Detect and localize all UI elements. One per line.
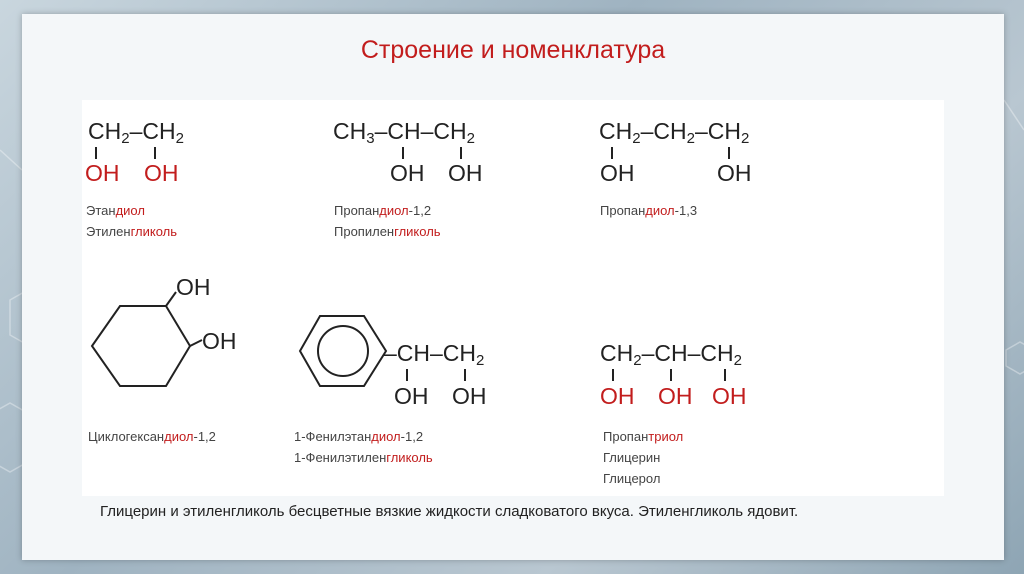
compound-name: Этандиол Этиленгликоль: [86, 203, 178, 239]
hydroxyl-group: OH: [452, 383, 487, 409]
hydroxyl-group: OH: [717, 160, 752, 186]
compound-name: Пропандиол-1,2 Пропиленгликоль: [334, 203, 441, 239]
slide-title: Строение и номенклатура: [360, 36, 666, 64]
hydroxyl-group: OH: [600, 160, 635, 186]
bond-line: [460, 147, 462, 159]
hydroxyl-group: OH: [658, 383, 693, 409]
hydroxyl-group: OH: [712, 383, 747, 409]
hydroxyl-group: OH: [144, 160, 179, 186]
bond-line: [724, 369, 726, 381]
structures-panel: [82, 100, 944, 496]
slide: [22, 14, 1004, 560]
compound-name: Циклогександиол-1,2: [88, 429, 216, 444]
bond-line: [670, 369, 672, 381]
compound-name: Пропандиол-1,3: [600, 203, 698, 218]
propanediol-12-formula: $CH_3-CH-CH_2$: [333, 118, 475, 147]
phenylethanediol-formula: $-CH-CH_2$: [384, 340, 485, 369]
hydroxyl-group: OH: [448, 160, 483, 186]
bond-line: [402, 147, 404, 159]
compound-name: 1-Фенилэтандиол-1,2 1-Фенилэтиленгликоль: [294, 429, 433, 465]
bond-line: [154, 147, 156, 159]
bond-line: [728, 147, 730, 159]
bond-line: [95, 147, 97, 159]
bond-line: [406, 369, 408, 381]
hydroxyl-group: OH: [176, 274, 211, 300]
slide-caption: Глицерин и этиленгликоль бесцветные вязкие жидкости сладковатого вкуса. Этиленгликоль ядовит.: [100, 503, 799, 520]
bond-line: [612, 369, 614, 381]
hydroxyl-group: OH: [600, 383, 635, 409]
ethanediol-formula: $CH_2-CH_2$: [88, 118, 184, 147]
hydroxyl-group: OH: [202, 328, 237, 354]
bond-line: [611, 147, 613, 159]
hydroxyl-group: OH: [390, 160, 425, 186]
hydroxyl-group: OH: [394, 383, 429, 409]
propanediol-13-formula: $CH_2-CH_2-CH_2$: [599, 118, 750, 147]
bond-line: [464, 369, 466, 381]
glycerol-formula: $CH_2-CH-CH_2$: [600, 340, 742, 369]
compound-name: Пропантриол Глицерин Глицерол: [603, 429, 684, 486]
hydroxyl-group: OH: [85, 160, 120, 186]
